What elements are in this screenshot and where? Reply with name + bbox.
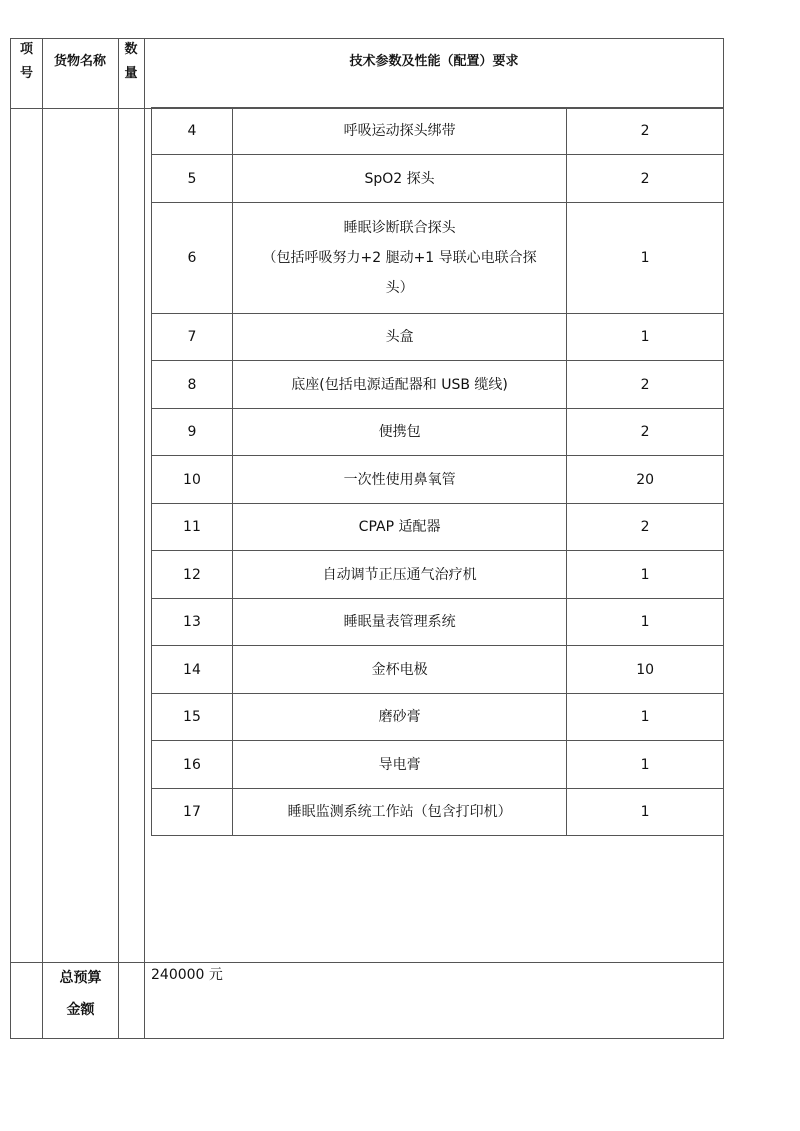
table-row (152, 551, 724, 599)
table-row (152, 789, 724, 836)
item-quantity: 1 (567, 203, 724, 314)
item-name: 呼吸运动探头绑带 (232, 108, 566, 155)
item-name: 底座(包括电源适配器和 USB 缆线) (232, 361, 566, 409)
table-row (152, 108, 724, 155)
header-goods-name: 货物名称 (53, 54, 106, 69)
item-quantity: 2 (567, 504, 724, 551)
item-quantity: 1 (567, 741, 724, 789)
header-spec: 技术参数及性能（配置）要求 (349, 54, 519, 69)
table-row (152, 314, 724, 361)
item-name: 睡眠量表管理系统 (232, 599, 566, 646)
column-divider (42, 39, 43, 1038)
item-name: 睡眠监测系统工作站（包含打印机） (232, 789, 566, 836)
header-index-line2: 号 (19, 66, 33, 81)
table-row (152, 741, 724, 789)
item-quantity: 1 (567, 314, 724, 361)
item-quantity: 1 (567, 694, 724, 741)
item-name-line: （包括呼吸努力+2 腿动+1 导联心电联合探 (262, 250, 537, 266)
column-divider (118, 39, 119, 1038)
header-index (11, 38, 42, 86)
item-name: 一次性使用鼻氧管 (232, 456, 566, 504)
item-number: 15 (152, 694, 233, 741)
budget-label-line1: 总预算 (59, 970, 102, 986)
item-name: 金杯电极 (232, 646, 566, 694)
table-row (152, 504, 724, 551)
item-number: 12 (152, 551, 233, 599)
item-number: 13 (152, 599, 233, 646)
item-quantity: 20 (567, 456, 724, 504)
item-number: 5 (152, 155, 233, 203)
item-quantity: 2 (567, 409, 724, 456)
budget-label-line2: 金额 (66, 1002, 95, 1018)
header-qty-line2: 量 (124, 66, 138, 81)
item-name: CPAP 适配器 (232, 504, 566, 551)
table-row (152, 155, 724, 203)
item-quantity: 2 (567, 361, 724, 409)
item-name-line: 头） (385, 280, 414, 296)
header-index-line1: 项 (19, 42, 33, 57)
item-name: 磨砂膏 (232, 694, 566, 741)
item-name-line: 睡眠诊断联合探头 (343, 220, 456, 236)
item-quantity: 1 (567, 599, 724, 646)
table-row (152, 409, 724, 456)
item-quantity: 10 (567, 646, 724, 694)
table-row (152, 646, 724, 694)
column-divider (144, 39, 145, 1038)
budget-label (43, 962, 118, 1026)
table-row (152, 203, 724, 314)
item-number: 6 (152, 203, 233, 314)
item-number: 4 (152, 108, 233, 155)
item-number: 9 (152, 409, 233, 456)
item-name: SpO2 探头 (232, 155, 566, 203)
item-number: 7 (152, 314, 233, 361)
header-qty-line1: 数 (124, 42, 138, 57)
table-row (152, 599, 724, 646)
header-quantity (118, 38, 144, 86)
item-quantity: 2 (567, 108, 724, 155)
item-number: 8 (152, 361, 233, 409)
item-quantity: 1 (567, 789, 724, 836)
item-name: 便携包 (232, 409, 566, 456)
item-number: 11 (152, 504, 233, 551)
item-number: 14 (152, 646, 233, 694)
config-table (151, 107, 724, 836)
table-row (152, 361, 724, 409)
item-number: 17 (152, 789, 233, 836)
table-row (152, 456, 724, 504)
item-name: 头盒 (232, 314, 566, 361)
item-quantity: 2 (567, 155, 724, 203)
item-quantity: 1 (567, 551, 724, 599)
item-name: 导电膏 (232, 741, 566, 789)
item-number: 16 (152, 741, 233, 789)
budget-value: 240000 元 (151, 967, 223, 983)
item-name: 自动调节正压通气治疗机 (232, 551, 566, 599)
item-name (232, 203, 566, 314)
table-row (152, 694, 724, 741)
item-number: 10 (152, 456, 233, 504)
